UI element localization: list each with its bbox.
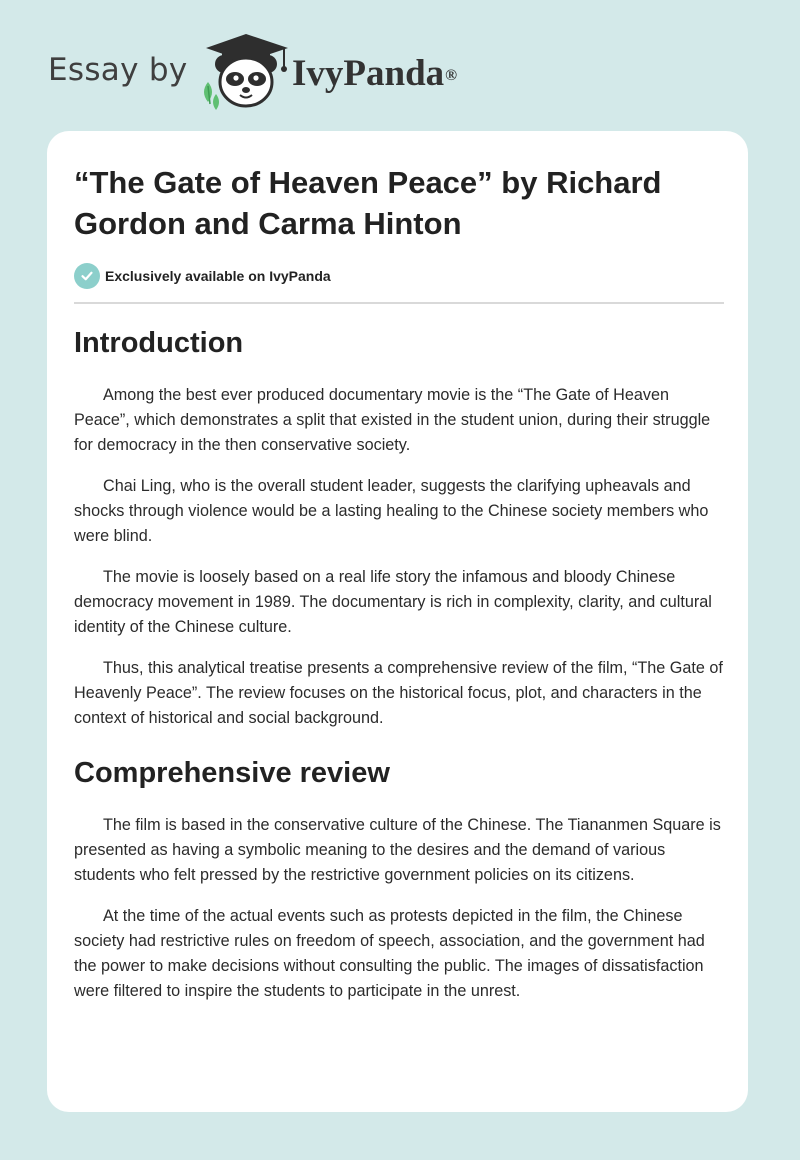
essay-body xyxy=(74,323,724,1020)
paragraph: The movie is loosely based on a real life story the infamous and bloody Chinese democracy movement in 1989. The documentary is rich in complexity, clarity, and cultural identity of the Chinese culture. xyxy=(74,568,712,636)
brand-name: IvyPanda xyxy=(292,53,445,94)
registered-mark: ® xyxy=(445,67,458,84)
paragraph: At the time of the actual events such as protests depicted in the film, the Chinese society had restrictive rules on freedom of speech, association, and the government had the power to make decisions without consulting the public. The images of dissatisfaction were filtered to inspire the students to participate in the unrest. xyxy=(74,907,705,1000)
paragraph: Chai Ling, who is the overall student leader, suggests the clarifying upheavals and shocks through violence would be a lasting healing to the Chinese society members who were blind. xyxy=(74,477,709,545)
essay-card xyxy=(47,131,748,1112)
paragraph: The film is based in the conservative culture of the Chinese. The Tiananmen Square is presented as having a symbolic meaning to the desires and the demand of various students who felt pressed by the restrictive government policies on its citizens. xyxy=(74,816,721,884)
site-header xyxy=(0,0,800,120)
panda-graduate-logo-icon[interactable] xyxy=(198,34,294,110)
essay-title: “The Gate of Heaven Peace” by Richard Gordon and Carma Hinton xyxy=(74,165,662,241)
essay-by-label: Essay by xyxy=(48,52,188,88)
paragraph: Thus, this analytical treatise presents a comprehensive review of the film, “The Gate of Heavenly Peace”. The review focuses on the historical focus, plot, and characters in the context of historical and social background. xyxy=(74,659,723,727)
title-divider xyxy=(74,302,724,304)
exclusive-label: Exclusively available on IvyPanda xyxy=(105,268,331,284)
exclusive-badge xyxy=(74,262,331,290)
section-heading-comprehensive-review: Comprehensive review xyxy=(74,757,390,789)
section-heading-introduction: Introduction xyxy=(74,327,244,359)
paragraph: Among the best ever produced documentary movie is the “The Gate of Heaven Peace”, which demonstrates a split that existed in the student union, during their struggle for democracy in the then conservative society. xyxy=(74,386,711,454)
check-circle-icon xyxy=(74,263,100,289)
brand-logo[interactable] xyxy=(292,52,457,96)
